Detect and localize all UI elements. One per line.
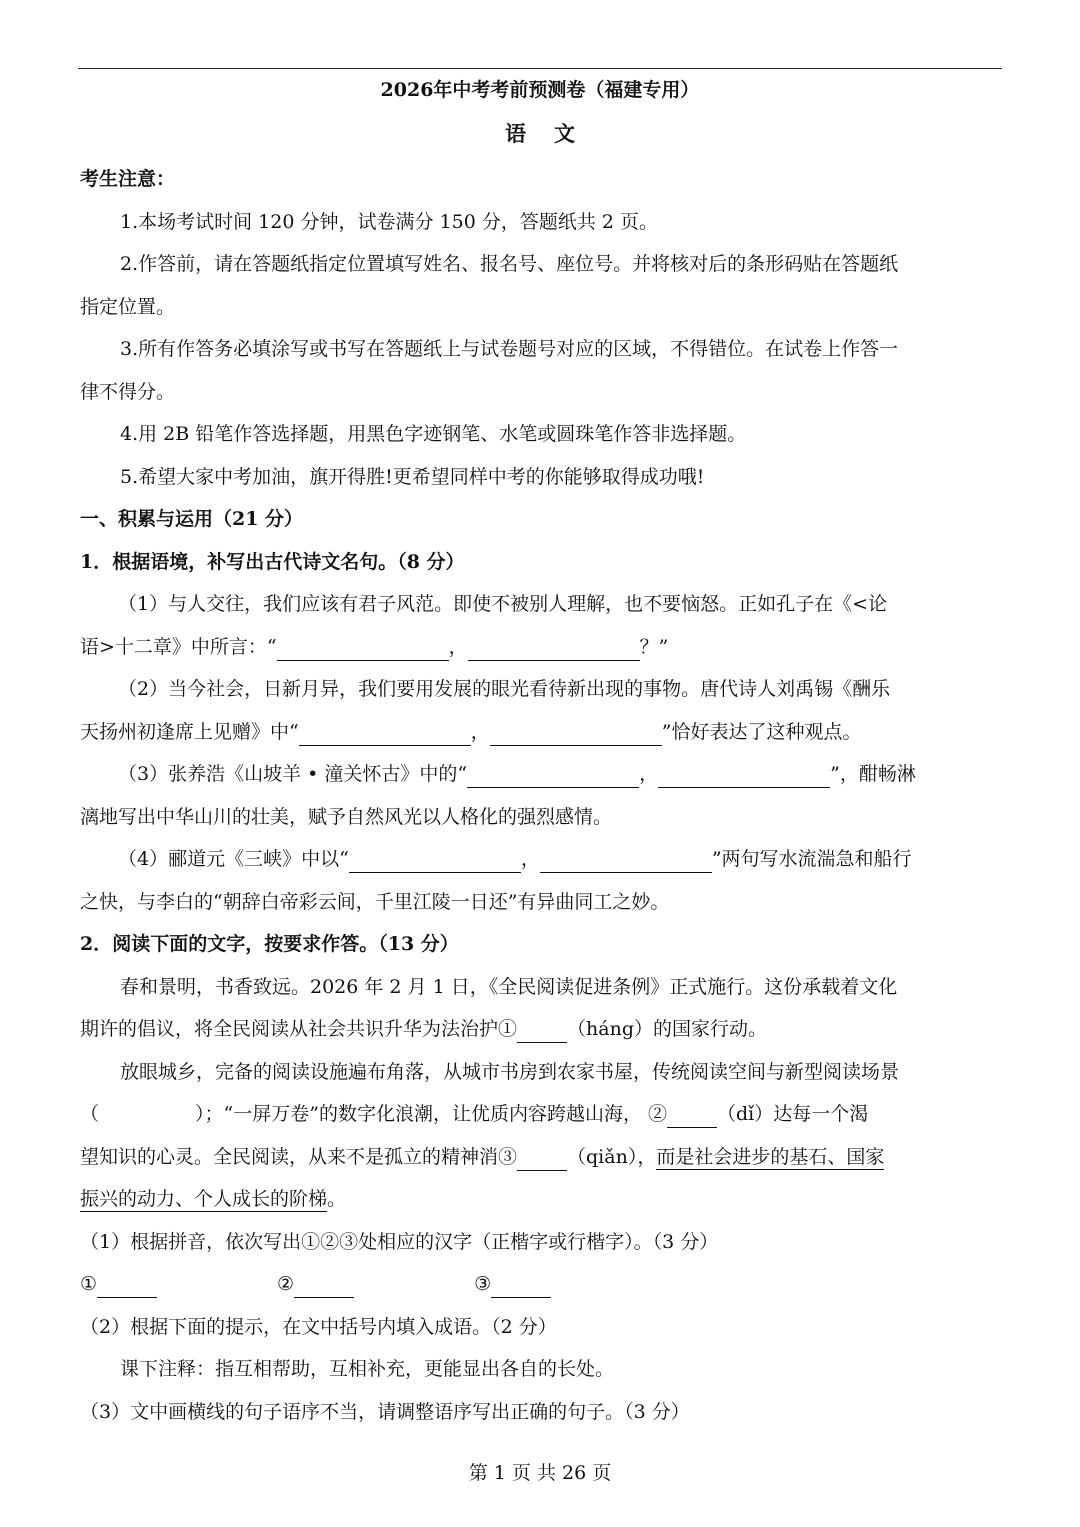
q1-part4-text — [80, 838, 1002, 881]
answer-blank[interactable] — [658, 762, 830, 788]
subject-title: 语文 — [505, 121, 603, 146]
underlined-sentence: 而是社会进步的基石、国家 — [656, 1145, 885, 1168]
passage-text: （qiǎn）， — [567, 1145, 657, 1168]
exam-content — [80, 158, 1002, 1433]
q1-part1-text: （1）与人交往，我们应该有君子风范。即使不被别人理解，也不要恼怒。正如孔子在《<论 — [118, 593, 888, 615]
q1-part4-suffix: ”两句写水流湍急和船行 — [711, 848, 912, 870]
q1-part2-cont — [80, 711, 1002, 754]
notice-item-cont: 指定位置。 — [80, 295, 176, 318]
top-rule — [78, 68, 1002, 69]
q2-sub1: （1）根据拼音，依次写出①②③处相应的汉字（正楷字或行楷字）。（3 分） — [80, 1230, 719, 1253]
answer-blank[interactable] — [277, 635, 449, 661]
q1-part3-comma: ， — [639, 763, 659, 785]
answer-label: ③ — [474, 1273, 492, 1295]
answer-label: ① — [80, 1273, 98, 1295]
q2-sub1-answers — [80, 1263, 1002, 1306]
answer-blank[interactable] — [491, 1272, 551, 1298]
answer-blank[interactable] — [540, 847, 712, 873]
answer-blank[interactable] — [468, 635, 640, 661]
underlined-sentence: 振兴的动力、个人成长的阶梯 — [80, 1188, 328, 1210]
q1-part4-prefix: （4）郦道元《三峡》中以“ — [118, 848, 349, 870]
passage-line: 春和景明，书香致远。2026 年 2 月 1 日，《全民阅读促进条例》正式施行。这份承载着文化 — [120, 975, 898, 998]
passage-text: （háng）的国家行动。 — [567, 1018, 767, 1040]
passage-text: 期许的倡议，将全民阅读从社会共识升华为法治护① — [80, 1018, 518, 1040]
q1-part1-comma: ， — [448, 635, 468, 658]
answer-label: ② — [277, 1273, 295, 1295]
answer-blank[interactable] — [490, 720, 662, 746]
passage-text: （ — [80, 1103, 100, 1125]
answer-blank[interactable] — [97, 1272, 157, 1298]
answer-blank[interactable] — [299, 720, 471, 746]
notice-heading: 考生注意： — [80, 168, 176, 190]
q2-sub2: （2）根据下面的提示，在文中括号内填入成语。（2 分） — [80, 1315, 557, 1338]
page-number: 第 1 页 共 26 页 — [468, 1462, 612, 1484]
notice-item: 3.所有作答务必填涂写或书写在答题纸上与试卷题号对应的区域，不得错位。在试卷上作答一 — [120, 338, 899, 360]
q1-part3-prefix: （3）张养浩《山坡羊 • 潼关怀古》中的“ — [118, 763, 468, 785]
q1-part1-prefix: 语>十二章》中所言：“ — [80, 635, 277, 658]
passage-text: 望知识的心灵。全民阅读，从来不是孤立的精神消③ — [80, 1145, 518, 1168]
question-1-heading: 1．根据语境，补写出古代诗文名句。（8 分） — [80, 550, 465, 573]
passage-text: 。 — [327, 1188, 347, 1210]
q1-part4-comma: ， — [520, 848, 540, 870]
q1-part2-comma: ， — [470, 720, 490, 743]
passage-line — [80, 1178, 1002, 1221]
notice-item: 1.本场考试时间 120 分钟，试卷满分 150 分，答题纸共 2 页。 — [120, 210, 658, 233]
q2-note: 课下注释：指互相帮助，互相补充，更能显出各自的长处。 — [120, 1358, 615, 1380]
q1-part1-cont — [80, 626, 1002, 669]
passage-line: 放眼城乡，完备的阅读设施遍布角落，从城市书房到农家书屋，传统阅读空间与新型阅读场景 — [120, 1060, 900, 1083]
notice-item: 5.希望大家中考加油，旗开得胜!更希望同样中考的你能够取得成功哦! — [120, 465, 705, 488]
notice-item: 2.作答前，请在答题纸指定位置填写姓名、报名号、座位号。并将核对后的条形码贴在答题纸 — [120, 253, 899, 275]
answer-blank[interactable] — [467, 762, 639, 788]
answer-blank[interactable] — [294, 1272, 354, 1298]
question-2-heading: 2．阅读下面的文字，按要求作答。（13 分） — [80, 933, 459, 955]
passage-text: （dǐ）达每一个渴 — [716, 1103, 869, 1125]
q1-part3-text — [80, 753, 1002, 796]
passage-line — [80, 1136, 1002, 1179]
passage-line — [80, 1093, 1002, 1136]
answer-blank[interactable] — [667, 1102, 717, 1128]
passage-text: ）；“一屏万卷”的数字化浪潮，让优质内容跨越山海， ② — [195, 1103, 667, 1125]
passage-line — [80, 1008, 1002, 1051]
answer-blank[interactable] — [517, 1017, 567, 1043]
answer-blank[interactable] — [517, 1145, 567, 1171]
q1-part2-suffix: ”恰好表达了这种观点。 — [661, 720, 862, 743]
q1-part2-prefix: 天扬州初逢席上见赠》中“ — [80, 720, 299, 743]
q1-part4-cont: 之快，与李白的“朝辞白帝彩云间，千里江陵一日还”有异曲同工之妙。 — [80, 890, 670, 913]
q1-part3-suffix: ”，酣畅淋 — [830, 763, 916, 785]
q1-part2-text: （2）当今社会，日新月异，我们要用发展的眼光看待新出现的事物。唐代诗人刘禹锡《酬乐 — [118, 678, 891, 700]
notice-item-cont: 律不得分。 — [80, 380, 176, 403]
section-heading: 一、积累与运用（21 分） — [80, 508, 304, 530]
q1-part3-cont: 漓地写出中华山川的壮美，赋予自然风光以人格化的强烈感情。 — [80, 805, 613, 828]
answer-blank[interactable] — [349, 847, 521, 873]
q2-sub3: （3）文中画横线的句子语序不当，请调整语序写出正确的句子。（3 分） — [80, 1400, 690, 1423]
q1-part1-suffix: ？” — [639, 635, 669, 658]
exam-title: 2026年中考考前预测卷（福建专用） — [380, 79, 700, 101]
notice-item: 4.用 2B 铅笔作答选择题，用黑色字迹钢笔、水笔或圆珠笔作答非选择题。 — [120, 423, 747, 445]
